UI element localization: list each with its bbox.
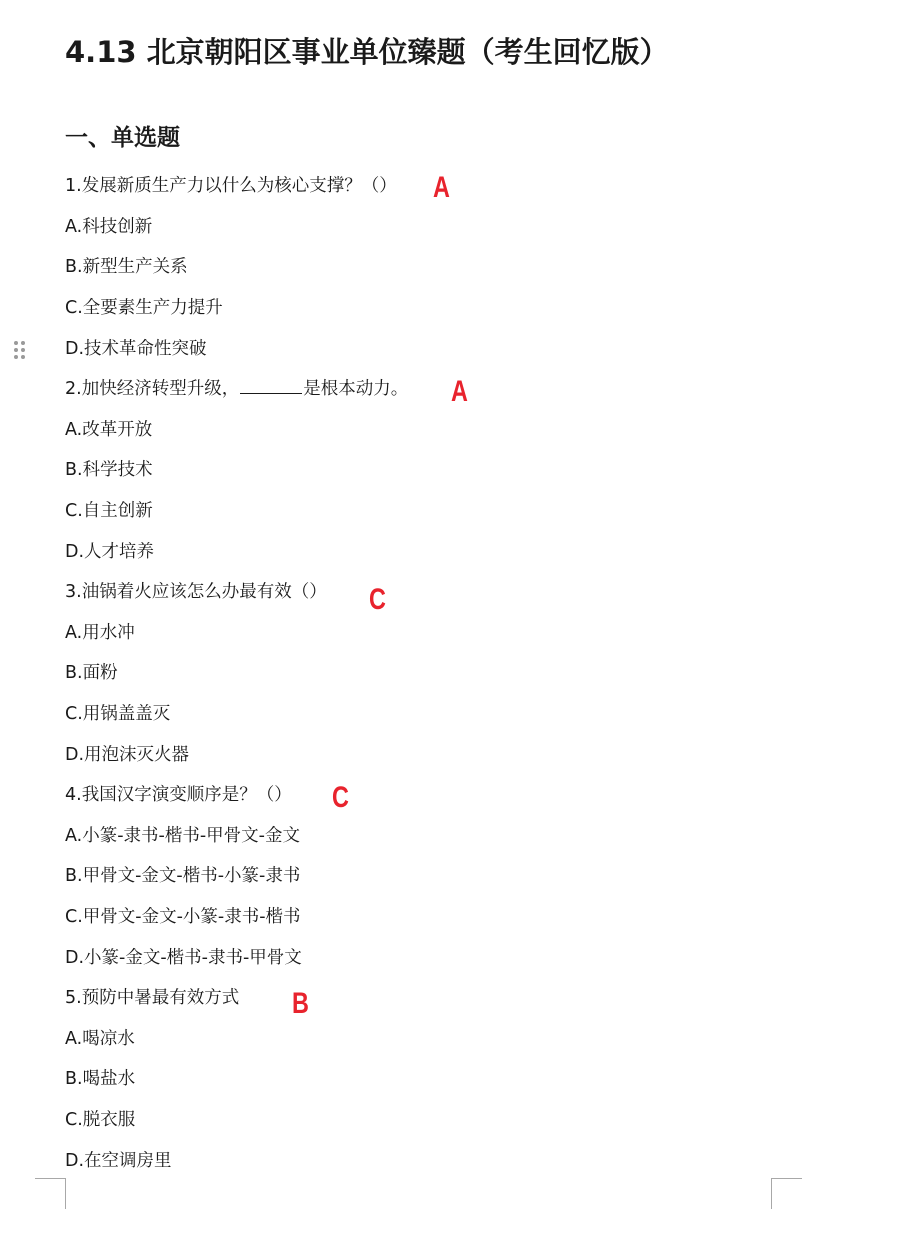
question-stem-after: 是根本动力。 — [303, 379, 409, 399]
answer-mark: C — [369, 583, 386, 616]
answer-mark: A — [451, 375, 468, 408]
question-stem: 4.我国汉字演变顺序是？（） — [65, 785, 292, 805]
fill-blank — [240, 379, 302, 394]
question-stem — [65, 376, 408, 402]
option-item: A.喝凉水 — [65, 1029, 135, 1049]
option-item: C.自主创新 — [65, 501, 153, 521]
option-item: A.改革开放 — [65, 420, 153, 440]
option-item: A.用水冲 — [65, 623, 135, 643]
section-heading: 一、单选题 — [65, 125, 180, 151]
option-item: B.面粉 — [65, 663, 118, 683]
option-item: A.小篆-隶书-楷书-甲骨文-金文 — [65, 826, 300, 846]
option-item: D.技术革命性突破 — [65, 339, 207, 359]
option-item: B.甲骨文-金文-楷书-小篆-隶书 — [65, 866, 301, 886]
question-stem: 3.油锅着火应该怎么办最有效（） — [65, 582, 327, 602]
page-margin-marker-right — [771, 1178, 802, 1209]
page-margin-marker-left — [35, 1178, 66, 1209]
option-item: B.科学技术 — [65, 460, 153, 480]
option-item: D.在空调房里 — [65, 1151, 172, 1171]
document-title: 4.13 北京朝阳区事业单位臻题（考生回忆版） — [65, 35, 669, 69]
option-item: D.用泡沫灭火器 — [65, 745, 190, 765]
question-stem-before: 2.加快经济转型升级， — [65, 379, 240, 399]
option-item: B.新型生产关系 — [65, 257, 188, 277]
question-stem: 5.预防中暑最有效方式 — [65, 988, 240, 1008]
option-item: A.科技创新 — [65, 217, 153, 237]
answer-mark: B — [292, 987, 309, 1020]
option-item: C.甲骨文-金文-小篆-隶书-楷书 — [65, 907, 301, 927]
drag-handle-icon[interactable] — [14, 341, 26, 361]
question-stem: 1.发展新质生产力以什么为核心支撑？（） — [65, 176, 397, 196]
option-item: D.小篆-金文-楷书-隶书-甲骨文 — [65, 948, 302, 968]
option-item: B.喝盐水 — [65, 1069, 136, 1089]
answer-mark: C — [332, 781, 349, 814]
answer-mark: A — [433, 171, 450, 204]
option-item: C.全要素生产力提升 — [65, 298, 223, 318]
option-item: D.人才培养 — [65, 542, 155, 562]
option-item: C.用锅盖盖灭 — [65, 704, 171, 724]
option-item: C.脱衣服 — [65, 1110, 136, 1130]
